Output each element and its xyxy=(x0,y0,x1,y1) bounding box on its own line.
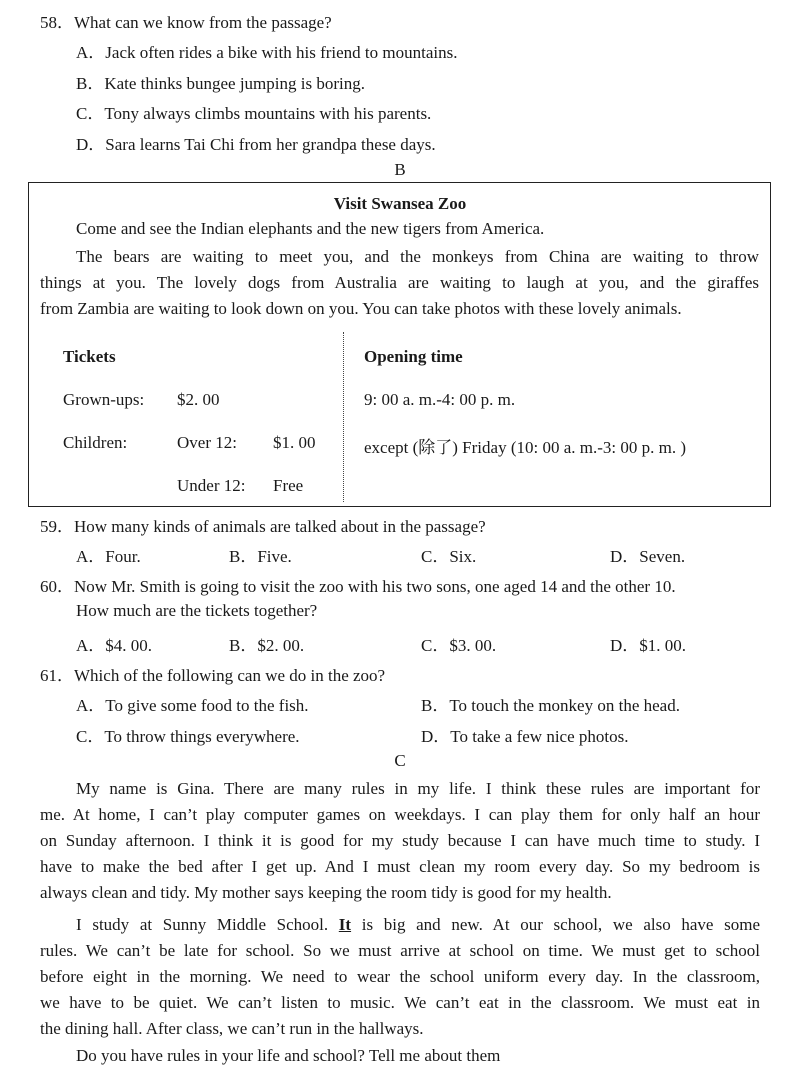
passage-c-line: we have to be quiet. We can’t listen to music. We can’t eat in the classroom. We must eat in xyxy=(40,993,760,1012)
q58-option-b[interactable]: B．Kate thinks bungee jumping is boring. xyxy=(76,74,365,93)
section-c-letter: C xyxy=(394,751,406,770)
zoo-ad-para2-line: from Zambia are waiting to look down on you. You can take photos with these lovely animals. xyxy=(40,299,682,318)
section-b-letter: B xyxy=(394,160,406,179)
passage-c-line: me. At home, I can’t play computer games on weekdays. I can play them for only half an hour xyxy=(40,805,760,824)
passage-c-line xyxy=(40,912,760,938)
opening-time-heading: Opening time xyxy=(364,347,463,366)
zoo-ad-para2-line: things at you. The lovely dogs from Australia are waiting to laugh at you, and the giraffes xyxy=(40,273,759,292)
zoo-ad-title: Visit Swansea Zoo xyxy=(333,194,467,213)
zoo-ad-para1: Come and see the Indian elephants and the new tigers from America. xyxy=(76,219,545,238)
grown-ups-price: $2. 00 xyxy=(177,390,220,409)
para2-lead-rest: is big and new. At our school, we also have some xyxy=(361,915,761,934)
q61-option-d[interactable]: D．To take a few nice photos. xyxy=(421,727,629,746)
question-59-stem: 59．How many kinds of animals are talked about in the passage? xyxy=(40,517,486,536)
question-61-stem: 61．Which of the following can we do in the zoo? xyxy=(40,666,386,685)
passage-c-line: have to make the bed after I get up. And I must clean my room every day. So my bedroom is xyxy=(40,857,760,876)
q61-option-a[interactable]: A．To give some food to the fish. xyxy=(76,696,309,715)
q60-option-d[interactable]: D．$1. 00. xyxy=(610,636,687,655)
q61-option-b[interactable]: B．To touch the monkey on the head. xyxy=(421,696,680,715)
q58-option-d[interactable]: D．Sara learns Tai Chi from her grandpa these days. xyxy=(76,135,436,154)
zoo-ad-para2 xyxy=(40,244,759,322)
tickets-heading: Tickets xyxy=(63,347,116,366)
passage-c-para2 xyxy=(40,912,760,1042)
q58-option-c[interactable]: C．Tony always climbs mountains with his parents. xyxy=(76,104,432,123)
passage-c-para1 xyxy=(40,776,760,906)
underlined-it: It xyxy=(338,915,352,934)
q59-option-a[interactable]: A．Four. xyxy=(76,547,141,566)
ad-divider xyxy=(343,332,344,502)
q60-option-b[interactable]: B．$2. 00. xyxy=(229,636,305,655)
q60-option-c[interactable]: C．$3. 00. xyxy=(421,636,497,655)
zoo-ad-para2-line: The bears are waiting to meet you, and the monkeys from China are waiting to throw xyxy=(76,247,759,266)
passage-c-line: the dining hall. After class, we can’t run in the hallways. xyxy=(40,1019,424,1038)
over-12-label: Over 12: xyxy=(177,433,237,452)
q59-option-c[interactable]: C．Six. xyxy=(421,547,477,566)
under-12-price: Free xyxy=(273,476,304,495)
opening-exception: except (除了) Friday (10: 00 a. m.-3: 00 p. m. ) xyxy=(364,438,686,457)
question-60-stem: 60．Now Mr. Smith is going to visit the zoo with his two sons, one aged 14 and the other 10. xyxy=(40,577,676,596)
passage-c-para3: Do you have rules in your life and school? Tell me about them xyxy=(76,1046,501,1065)
over-12-price: $1. 00 xyxy=(273,433,316,452)
passage-c-line: before eight in the morning. We need to wear the school uniform every day. In the classroom, xyxy=(40,967,760,986)
passage-c-line: always clean and tidy. My mother says keeping the room tidy is good for my health. xyxy=(40,883,612,902)
children-label: Children: xyxy=(63,433,128,452)
q58-option-a[interactable]: A．Jack often rides a bike with his friend to mountains. xyxy=(76,43,458,62)
question-60-stem-line2: How much are the tickets together? xyxy=(76,601,318,620)
grown-ups-label: Grown-ups: xyxy=(63,390,145,409)
q59-option-d[interactable]: D．Seven. xyxy=(610,547,686,566)
q60-option-a[interactable]: A．$4. 00. xyxy=(76,636,153,655)
question-58-stem: 58．What can we know from the passage? xyxy=(40,13,332,32)
passage-c-line: My name is Gina. There are many rules in my life. I think these rules are important for xyxy=(76,779,760,798)
passage-c-line: rules. We can’t be late for school. So we must arrive at school on time. We must get to school xyxy=(40,941,760,960)
q61-option-c[interactable]: C．To throw things everywhere. xyxy=(76,727,300,746)
para2-lead: I study at Sunny Middle School. xyxy=(76,915,329,934)
q59-option-b[interactable]: B．Five. xyxy=(229,547,292,566)
opening-hours: 9: 00 a. m.-4: 00 p. m. xyxy=(364,390,516,409)
passage-c-line: on Sunday afternoon. I think it is good for my study because I can have much time to study. I xyxy=(40,831,760,850)
under-12-label: Under 12: xyxy=(177,476,246,495)
